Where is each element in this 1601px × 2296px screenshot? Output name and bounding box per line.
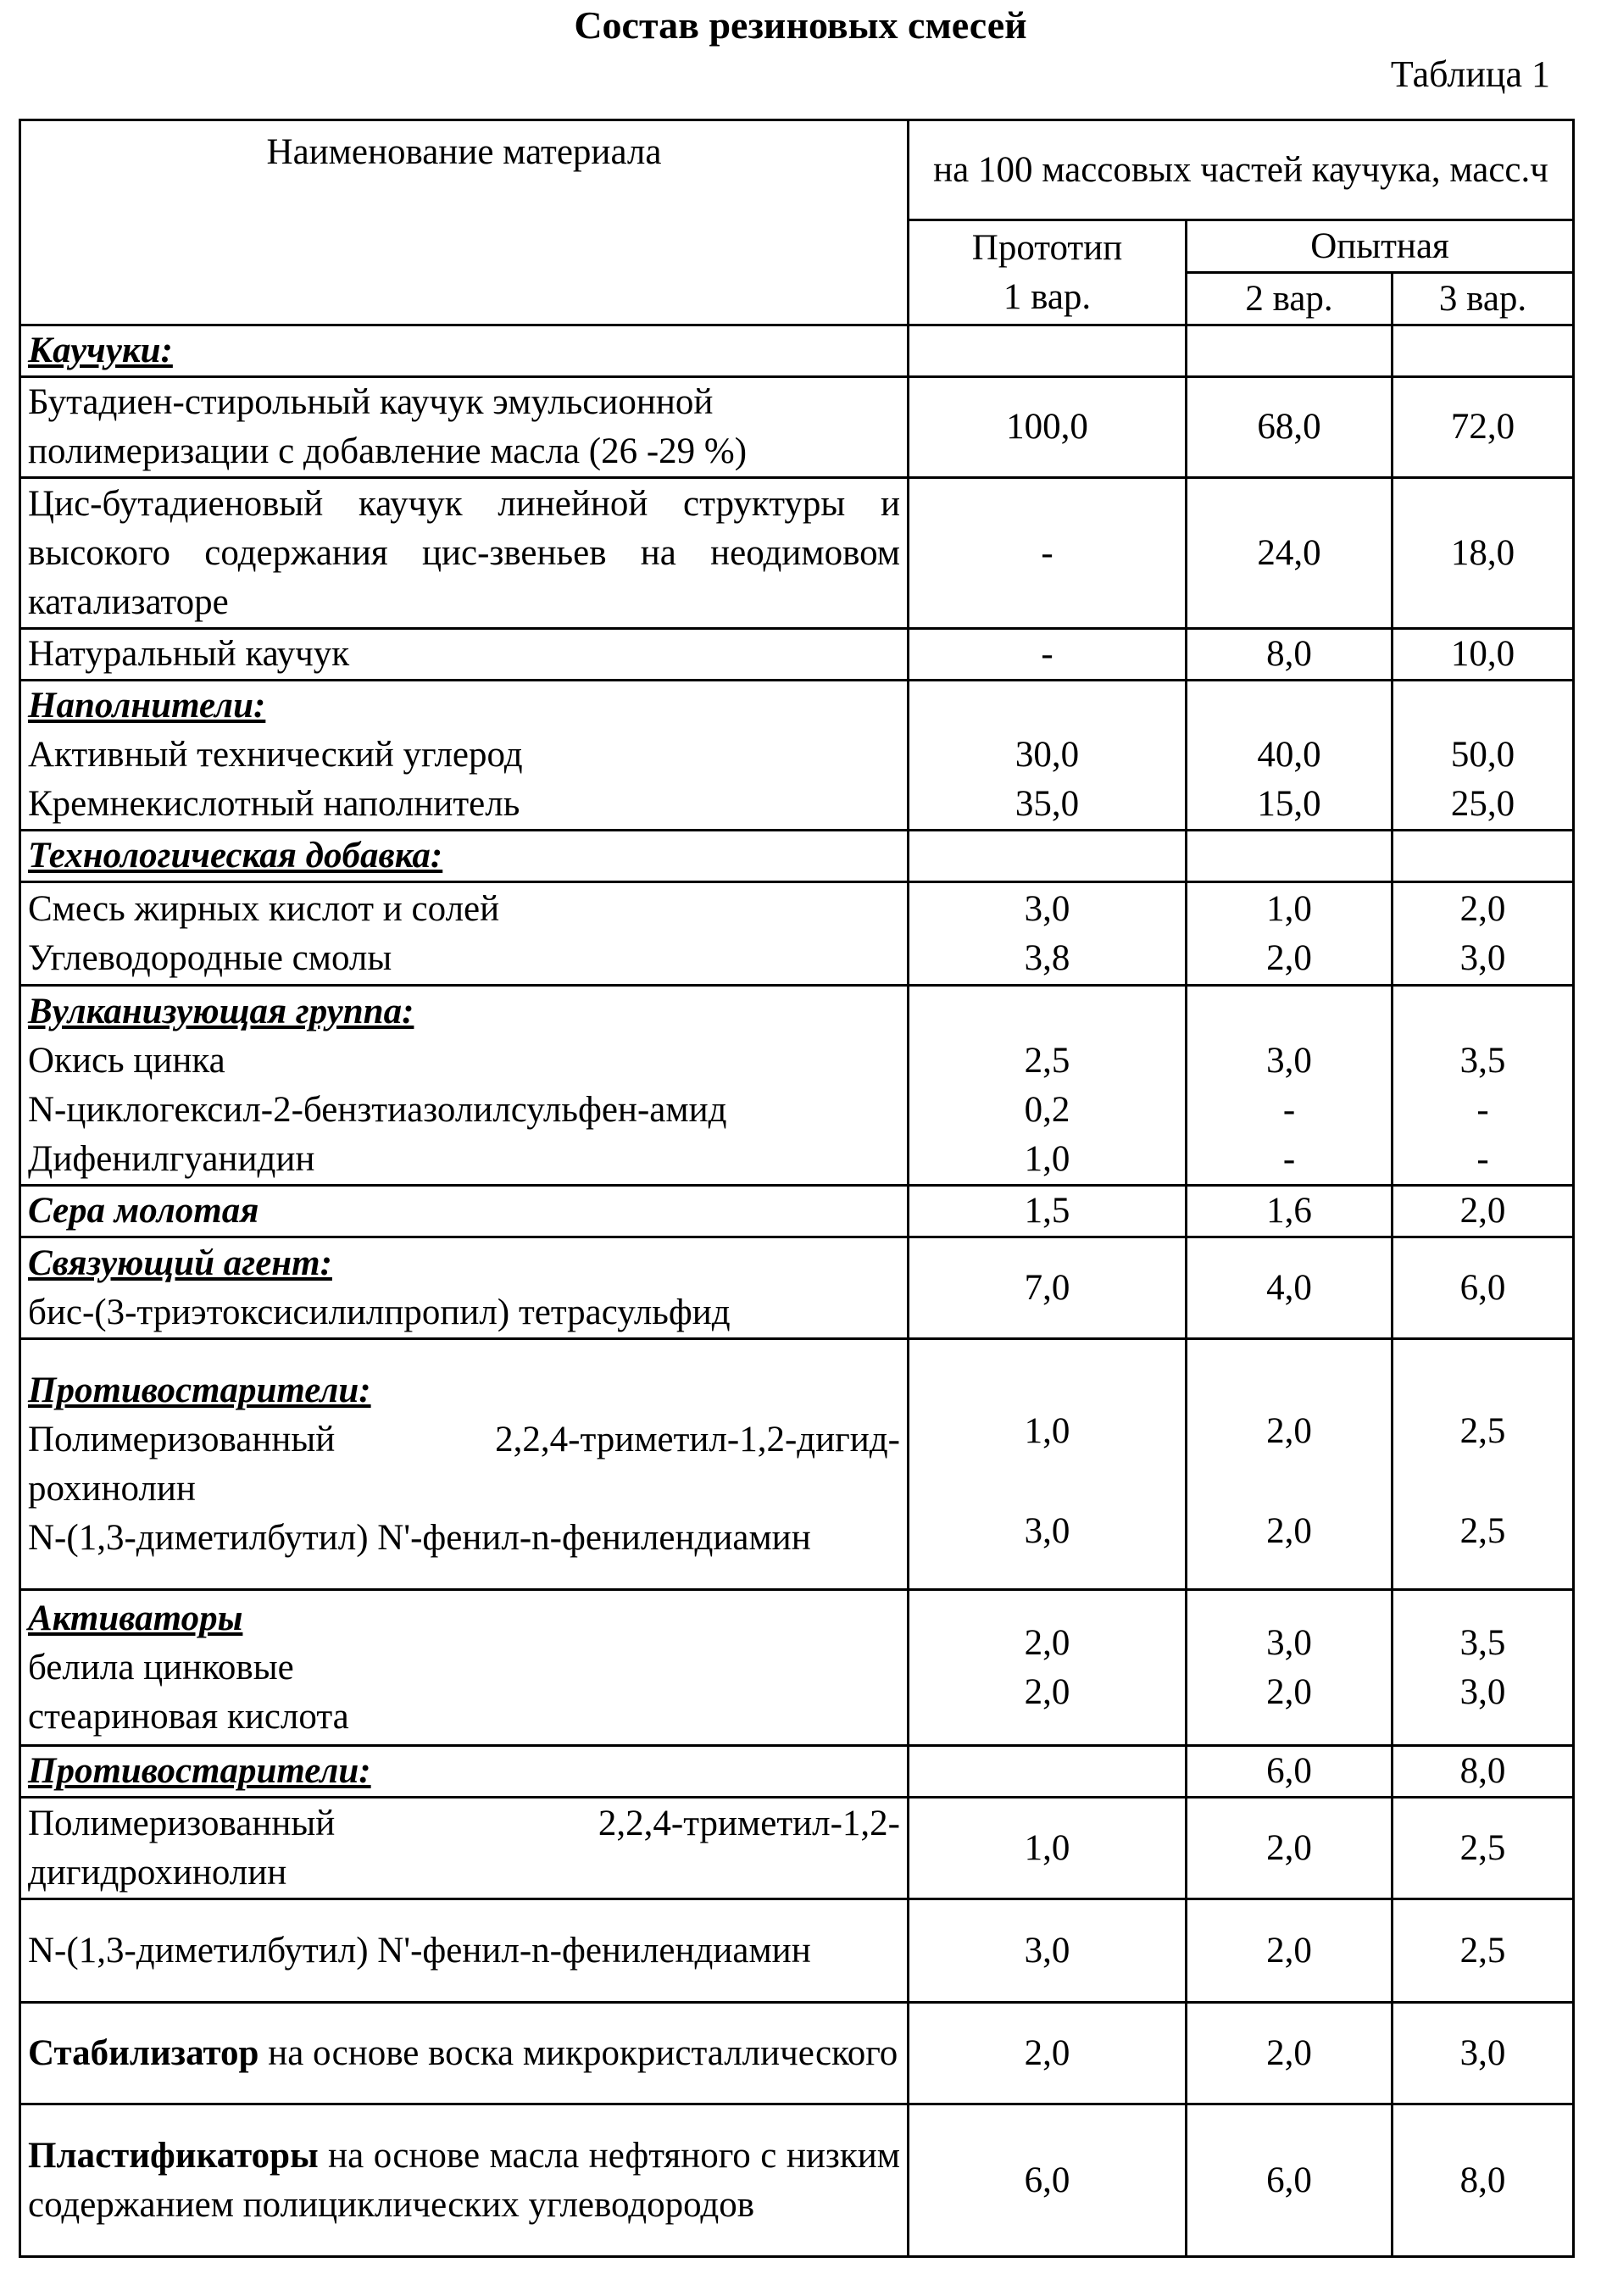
section-row-antioxidants-2: [20, 1746, 1574, 1798]
header-var2: 2 вар.: [1187, 273, 1393, 325]
row-v1: 3,0: [1024, 888, 1070, 929]
row-v2: -: [1282, 1090, 1296, 1130]
row-name: Полимеризованный 2,2,4-триметил-1,2-дигид-рохинолин: [28, 1419, 900, 1509]
row-v1: 1,0: [1024, 1410, 1070, 1451]
row-v2: 1,6: [1187, 1186, 1393, 1237]
section-coupling: Связующий агент:: [28, 1243, 332, 1283]
row-v3: 2,0: [1459, 888, 1506, 929]
row-name: Кремнекислотный наполнитель: [28, 784, 520, 824]
row-v1: -: [909, 629, 1187, 681]
row-v1: 0,2: [1024, 1090, 1070, 1130]
section-rubbers: Каучуки:: [20, 325, 909, 377]
row-v2: 4,0: [1187, 1237, 1393, 1339]
row-name: Углеводородные смолы: [28, 937, 392, 978]
row-name: Окись цинка: [28, 1040, 225, 1081]
row-v3: -: [1476, 1139, 1489, 1179]
header-prototype-var: 1 вар.: [1003, 276, 1092, 317]
section-row-process-items: [20, 882, 1574, 986]
document-title: Состав резиновых смесей: [574, 3, 1027, 47]
section-process-additive: Технологическая добавка:: [20, 831, 909, 882]
row-v3: 6,0: [1393, 1237, 1574, 1339]
section-row-process: [20, 831, 1574, 882]
header-experimental: Опытная: [1187, 220, 1574, 273]
section-antioxidants: Противостарители:: [28, 1370, 371, 1410]
stabilizer-bold: Стабилизатор: [28, 2032, 259, 2073]
fillers-v1: [909, 681, 1187, 831]
table-row: [20, 377, 1574, 478]
section-antioxidants-2: Противостарители:: [20, 1746, 909, 1798]
row-v1: 2,0: [909, 2003, 1187, 2104]
row-name: Цис-бутадиеновый каучук линейной структуры и высокого содержания цис-звеньев на неодимовом катализаторе: [20, 478, 909, 629]
row-name: стеариновая кислота: [28, 1696, 349, 1737]
row-v3: 3,0: [1459, 1671, 1506, 1712]
table-row: [20, 2104, 1574, 2257]
row-v1: -: [909, 478, 1187, 629]
row-v3: 72,0: [1393, 377, 1574, 478]
plasticizer-bold: Пластификаторы: [28, 2135, 319, 2176]
activators-v2: [1187, 1590, 1393, 1746]
row-name: N-циклогексил-2-бензтиазолилсульфен-амид: [28, 1089, 727, 1130]
row-v2: 6,0: [1187, 1746, 1393, 1798]
row-v3: 3,0: [1393, 2003, 1574, 2104]
header-material: Наименование материала: [20, 120, 909, 325]
antioxidants-v1: [909, 1339, 1187, 1590]
header-var3: 3 вар.: [1393, 273, 1574, 325]
row-v3: 3,5: [1459, 1041, 1506, 1081]
header-row-1: [20, 120, 1574, 220]
row-v2: 2,0: [1187, 2003, 1393, 2104]
header-prototype-label: Прототип: [971, 227, 1123, 268]
row-name: белила цинковые: [28, 1647, 294, 1687]
row-v1: 35,0: [1015, 784, 1080, 824]
row-name: Бутадиен-стирольный каучук эмульсионной полимеризации с добавление масла (26 -29 %): [20, 377, 909, 478]
row-v3: 2,5: [1393, 1798, 1574, 1899]
fillers-v3: [1393, 681, 1574, 831]
activators-names: [20, 1590, 909, 1746]
row-name: Активный технический углерод: [28, 735, 523, 775]
row-v3: 50,0: [1450, 735, 1515, 775]
row-name: N-(1,3-диметилбутил) N'-фенил-n-фенилендиамин: [20, 1899, 909, 2003]
fillers-names: [20, 681, 909, 831]
header-prototype: [909, 220, 1187, 325]
section-row-activators: [20, 1590, 1574, 1746]
table-row: [20, 1899, 1574, 2003]
table-row: [20, 1186, 1574, 1237]
row-v1: 30,0: [1015, 735, 1080, 775]
composition-table: [19, 119, 1575, 2258]
section-vulcanizing: Вулканизующая группа:: [28, 991, 414, 1031]
row-v2: 2,0: [1187, 1798, 1393, 1899]
row-name: Смесь жирных кислот и солей: [28, 888, 500, 929]
activators-v3: [1393, 1590, 1574, 1746]
row-v3: 2,5: [1459, 1410, 1506, 1451]
row-v1: 3,8: [1024, 937, 1070, 978]
row-name: N-(1,3-диметилбутил) N'-фенил-n-фенилендиамин: [28, 1517, 811, 1558]
process-v2: [1187, 882, 1393, 986]
stabilizer-name: [20, 2003, 909, 2104]
process-v3: [1393, 882, 1574, 986]
section-fillers: Наполнители:: [28, 686, 266, 725]
row-v1: 7,0: [909, 1237, 1187, 1339]
section-row-coupling: [20, 1237, 1574, 1339]
row-v2: 8,0: [1187, 629, 1393, 681]
row-v3: 8,0: [1393, 2104, 1574, 2257]
row-v2: 40,0: [1257, 735, 1321, 775]
row-v1: 3,0: [909, 1899, 1187, 2003]
process-names: [20, 882, 909, 986]
table-row: [20, 2003, 1574, 2104]
plasticizer-rest: на основе масла нефтяного с низким содержанием полициклических углеводородов: [28, 2135, 901, 2225]
vulcanizing-v2: [1187, 986, 1393, 1186]
row-v1: 100,0: [909, 377, 1187, 478]
row-v2: 6,0: [1187, 2104, 1393, 2257]
row-v3: 3,0: [1459, 937, 1506, 978]
row-v2: 2,0: [1266, 1410, 1312, 1451]
table-number: Таблица 1: [1390, 53, 1550, 95]
section-sulfur: Сера молотая: [20, 1186, 909, 1237]
row-v2: 1,0: [1266, 888, 1312, 929]
coupling-names: [20, 1237, 909, 1339]
table-row: [20, 629, 1574, 681]
vulcanizing-names: [20, 986, 909, 1186]
row-v3: 3,5: [1459, 1622, 1506, 1663]
row-name: бис-(3-триэтоксисилилпропил) тетрасульфид: [28, 1292, 731, 1332]
process-v1: [909, 882, 1187, 986]
section-row-rubbers: [20, 325, 1574, 377]
row-v1: 2,0: [1024, 1622, 1070, 1663]
row-v3: 2,5: [1459, 1510, 1506, 1551]
row-v2: 2,0: [1266, 1510, 1312, 1551]
row-v1: 1,0: [909, 1798, 1187, 1899]
row-v3: 25,0: [1450, 784, 1515, 824]
row-v3: 2,5: [1393, 1899, 1574, 2003]
row-v2: 2,0: [1266, 1671, 1312, 1712]
header-per100: на 100 массовых частей каучука, масс.ч: [909, 120, 1574, 220]
row-v3: 18,0: [1393, 478, 1574, 629]
row-v1: 6,0: [909, 2104, 1187, 2257]
row-v3: 2,0: [1393, 1186, 1574, 1237]
plasticizer-name: [20, 2104, 909, 2257]
row-v2: 3,0: [1266, 1041, 1312, 1081]
activators-v1: [909, 1590, 1187, 1746]
section-row-fillers: [20, 681, 1574, 831]
section-activators: Активаторы: [28, 1598, 243, 1638]
row-v3: -: [1476, 1090, 1489, 1130]
row-v1: 1,5: [909, 1186, 1187, 1237]
row-v2: -: [1282, 1139, 1296, 1179]
table-row: [20, 1798, 1574, 1899]
row-v1: 3,0: [1024, 1510, 1070, 1551]
section-row-vulcanizing: [20, 986, 1574, 1186]
row-v2: 24,0: [1187, 478, 1393, 629]
antioxidants-names: [20, 1339, 909, 1590]
row-name: Натуральный каучук: [20, 629, 909, 681]
row-name: Дифенилгуанидин: [28, 1138, 315, 1179]
table-row: [20, 478, 1574, 629]
row-v2: 2,0: [1187, 1899, 1393, 2003]
vulcanizing-v3: [1393, 986, 1574, 1186]
row-name: Полимеризованный 2,2,4-триметил-1,2-дигидрохинолин: [20, 1798, 909, 1899]
row-v2: 2,0: [1266, 937, 1312, 978]
row-v2: 3,0: [1266, 1622, 1312, 1663]
row-v1: 2,5: [1024, 1041, 1070, 1081]
row-v1: 2,0: [1024, 1671, 1070, 1712]
row-v3: 8,0: [1393, 1746, 1574, 1798]
section-row-antioxidants: [20, 1339, 1574, 1590]
antioxidants-v3: [1393, 1339, 1574, 1590]
row-v2: 15,0: [1257, 784, 1321, 824]
row-v3: 10,0: [1393, 629, 1574, 681]
stabilizer-rest: на основе воска микрокристаллического: [268, 2032, 898, 2073]
vulcanizing-v1: [909, 986, 1187, 1186]
row-v1: 1,0: [1024, 1139, 1070, 1179]
antioxidants-v2: [1187, 1339, 1393, 1590]
row-v2: 68,0: [1187, 377, 1393, 478]
fillers-v2: [1187, 681, 1393, 831]
